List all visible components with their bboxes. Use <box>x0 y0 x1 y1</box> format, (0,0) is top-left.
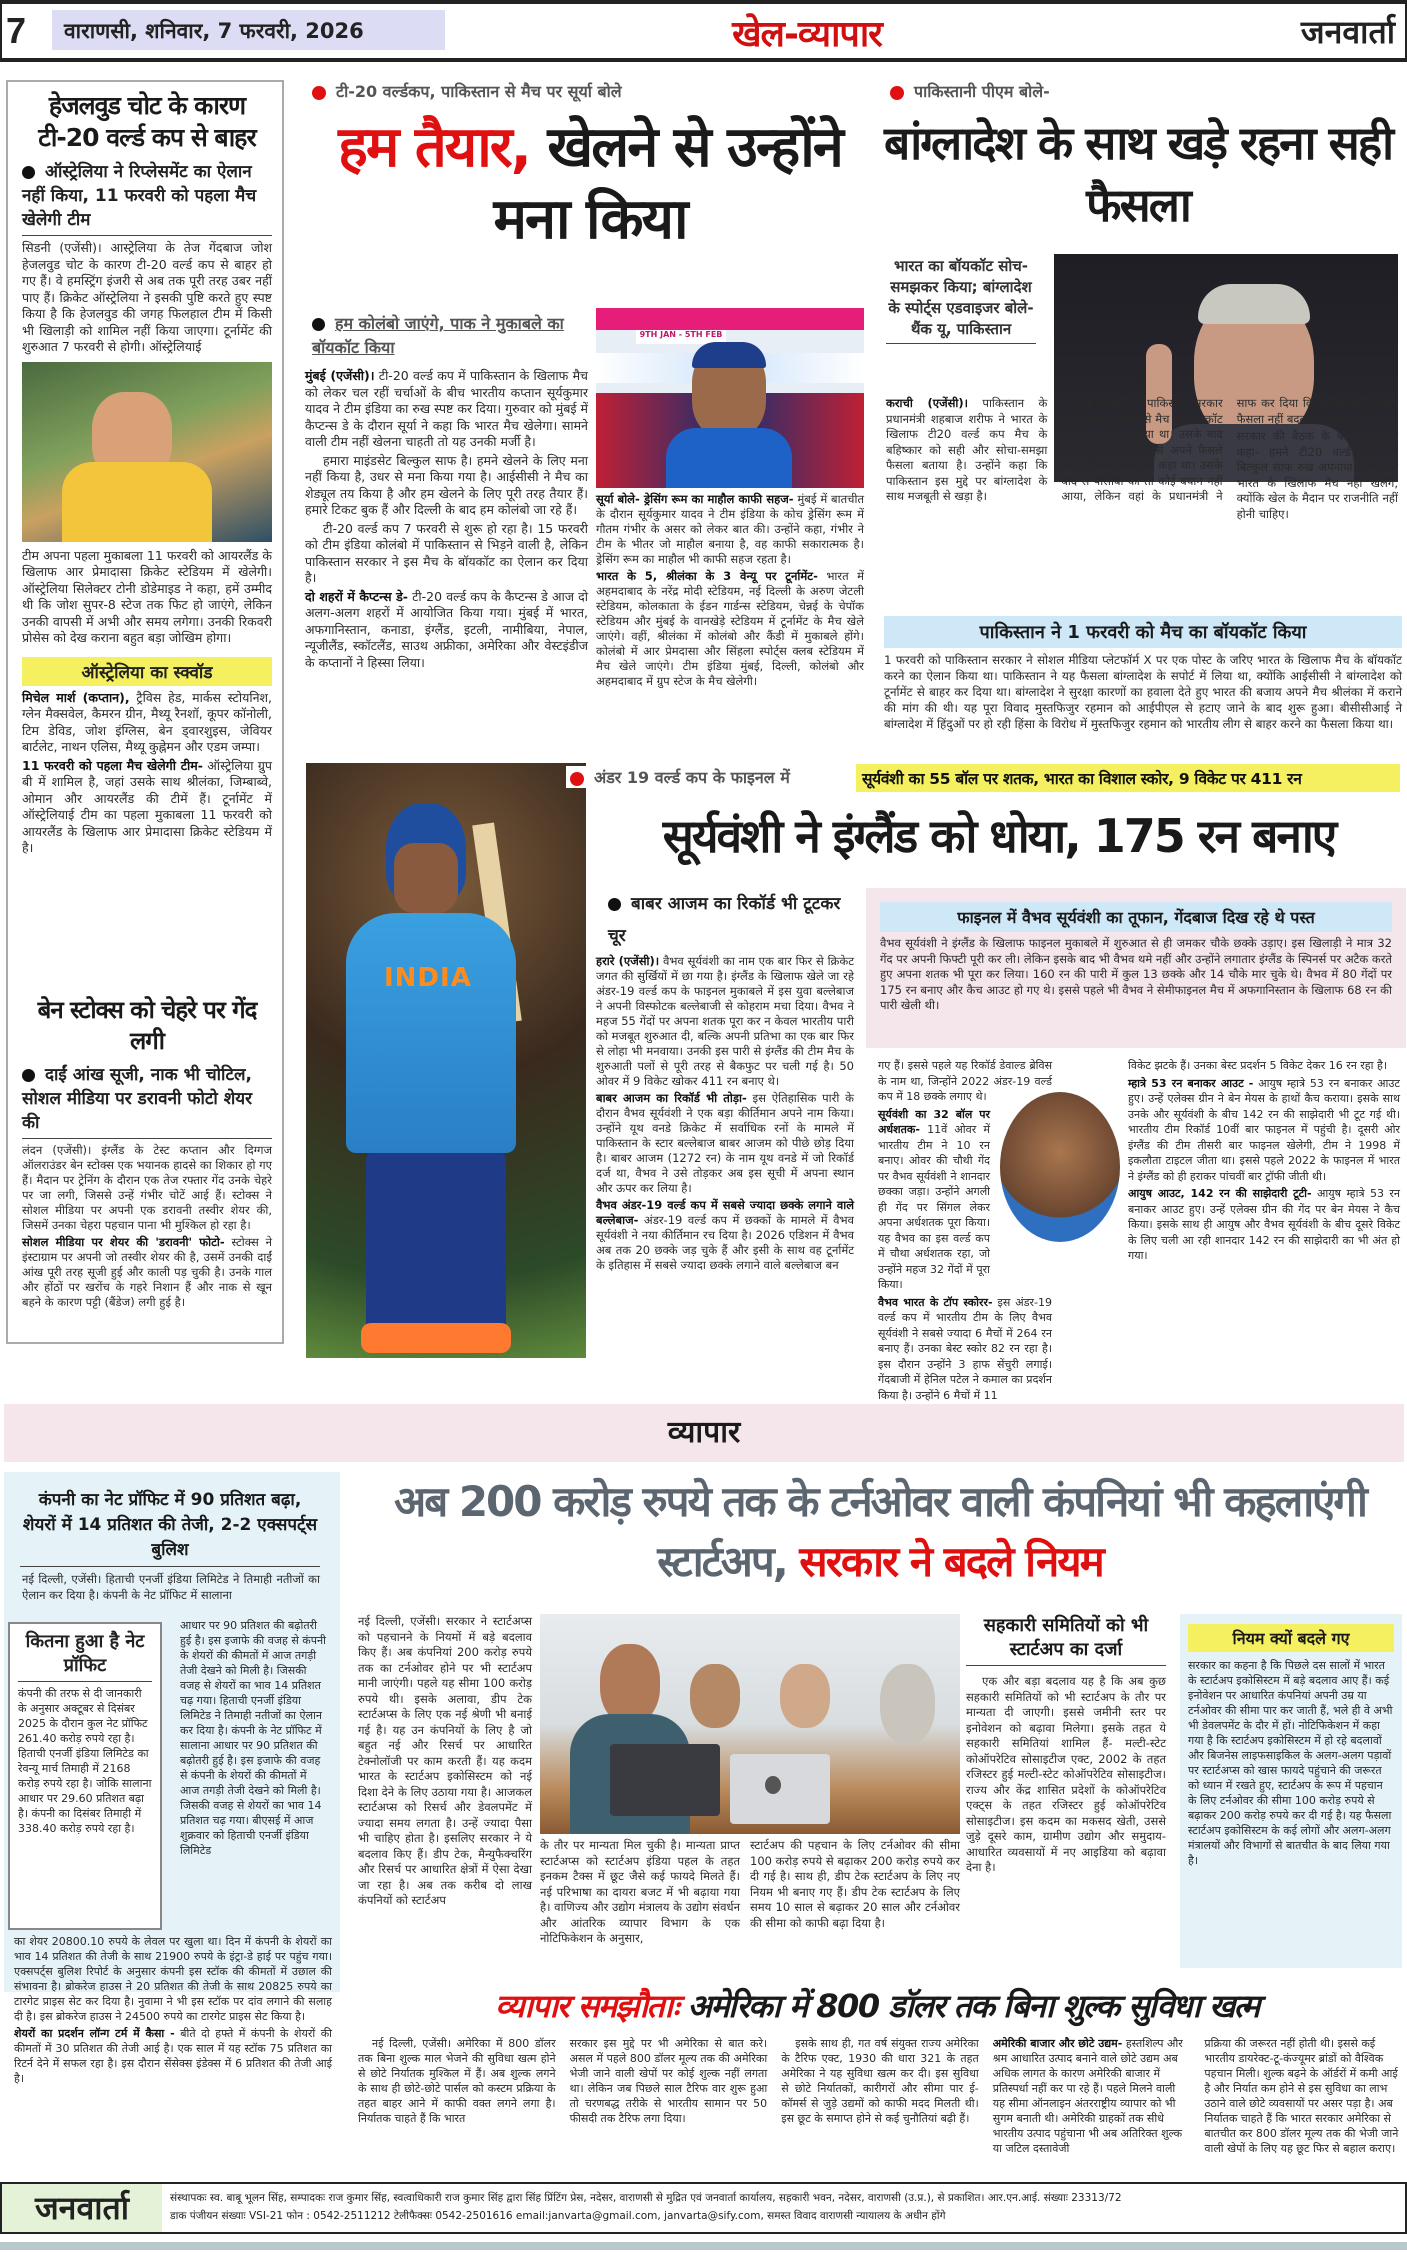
startup-headline: अब 200 करोड़ रुपये तक के टर्नओवर वाली कंपनियां भी कहलाएंगी स्टार्टअप, सरकार ने बदले नियम <box>394 1477 1366 1586</box>
imprint-footer <box>0 2182 1407 2234</box>
hazlewood-photo <box>22 362 272 542</box>
bullet-icon <box>608 898 621 911</box>
red-bullet-icon <box>570 772 584 786</box>
hitachi-intro: नई दिल्ली, एजेंसी। हिताची एनर्जी इंडिया लिमिटेड ने तिमाही नतीजों का ऐलान कर दिया है। कंपनी के नेट प्रॉफिट में सालाना <box>22 1572 320 1602</box>
section-title: खेल-व्यापार <box>732 14 882 55</box>
squad-match: 11 फरवरी को पहला मैच खेलेगी टीम- ऑस्ट्रेलिया ग्रुप बी में शामिल है, जहां उसके साथ श्रीलंका, जिम्बाब्वे, ओमान और आयरलैंड की टीमें हैं। टूर्नामेंट में ऑस्ट्रेलियाई टीम का पहला मुकाबला 11 फरवरी को आयरलैंड के खिलाफ आर प्रेमादासा क्रिकेट स्टेडियम में है। <box>22 757 272 855</box>
squad-box-title: ऑस्ट्रेलिया का स्क्वॉड <box>22 657 272 686</box>
surya-subhead: हम कोलंबो जाएंगे, पाक ने मुकाबले का बॉयकॉट किया <box>312 314 564 357</box>
vaibhav-portrait <box>1000 1092 1120 1242</box>
surya-headline: हम तैयार, खेलने से उन्होंने मना किया <box>338 115 842 252</box>
stokes-body-1: लंदन (एजेंसी)। इंग्लैंड के टेस्ट कप्तान और दिग्गज ऑलराउंडर बेन स्टोक्स एक भयानक हादसे का शिकार हो गए हैं। मैदान पर ट्रेनिंग के दौरान एक तेज रफ्तार गेंद उनके चेहरे पर जा लगी, जिससे उन्हें गंभीर चोटें आई हैं। स्टोक्स ने सोशल मीडिया पर अपनी एक डरावनी तस्वीर शेयर की, जिसमें उनका चेहरा पहचान पाना भी मुश्किल हो रहा है। <box>22 1143 272 1232</box>
hazlewood-subhead: ऑस्ट्रेलिया ने रिप्लेसमेंट का ऐलान नहीं किया, 11 फरवरी को पहला मैच खेलेगी टीम <box>22 160 272 236</box>
vaibhav-suryavanshi-photo <box>306 763 586 1358</box>
print-registration-bar <box>0 2242 1407 2250</box>
apple-logo-icon <box>765 1776 781 1794</box>
surya-kicker: टी-20 वर्ल्डकप, पाकिस्तान से मैच पर सूर्या बोले <box>312 80 622 102</box>
imprint-line-1: संस्थापकः स्व. बाबू भूलन सिंह, सम्पादकः राज कुमार सिंह, स्वत्वाधिकारी राज कुमार सिंह द्वारा सिंह प्रिंटिंग प्रेस, नदेसर, वाराणसी से मुद्रित एवं जनवार्ता कार्यालय, सहकारी भवन, नदेसर, वाराणसी (उ.प्र.), से प्रकाशित। आर.एन.आई. संख्याः 23313/72 <box>170 2192 1122 2204</box>
pak-boycott-box-title: पाकिस्तान ने 1 फरवरी को मैच का बॉयकॉट किया <box>884 616 1402 648</box>
page-number: 7 <box>6 10 27 51</box>
pak-pm-headline: बांग्लादेश के साथ खड़े रहना सही फैसला <box>883 116 1393 232</box>
stokes-headline: बेन स्टोक्स को चेहरे पर गेंद लगी <box>37 996 257 1055</box>
squad-list: मिचेल मार्श (कप्तान), ट्रैविस हेड, मार्कस स्टोयनिश, ग्लेन मैक्सवेल, कैमरन ग्रीन, मैथ्यू रैनशॉ, कूपर कॉनोली, टिम डेविड, जोश इंग्लिस, बेन ड्वारशुइस, जेवियर बार्टलेट, नाथन एलिस, मैथ्यू कुह्नेमन और एडम जम्पा। <box>22 689 272 754</box>
net-profit-box-title: कितना हुआ है नेट प्रॉफिट <box>18 1630 152 1682</box>
stokes-body-2: सोशल मीडिया पर शेयर की 'डरावनी' फोटो- स्टोक्स ने इंस्टाग्राम पर अपनी जो तस्वीर शेयर की है, उसमें उनकी दाईं आंख पूरी तरह सूजी हुई और काली पड़ चुकी है। उनके गाल और होंठों पर खरोंच के गहरे निशान हैं और नाक से खून बहने के कारण पट्टी (बैंडेज) लगी हुई है। <box>22 1235 272 1309</box>
vaibhav-final-box: फाइनल में वैभव सूर्यवंशी का तूफान, गेंदबाज दिख रहे थे पस्त वैभव सूर्यवंशी ने इंग्लैंड के खिलाफ फाइनल मुकाबले में शुरुआत से ही जमकर चौके छक्के उड़ाए। इस खिलाड़ी ने मात्र 32 गेंद पर अपनी फिफ्टी पूरी कर ली। लेकिन इसके बाद भी वैभव थमे नहीं और उन्होंने लगातार इंग्लैंड के स्पिनर्स पर अटैक करते हुए अपना शतक भी पूरा कर लिया। 160 रन की पारी में कुल 13 छक्के और 14 चौके मार चुके थे। वैभव में 80 गेंदों पर 175 रन बनाए और कैच आउट हो गए थे। इससे पहले भी वैभव ने सेमीफाइनल मैच में अफगानिस्तान के खिलाफ 68 रन की पारी खेली थी। <box>866 888 1406 1048</box>
coop-headline: सहकारी समितियों को भी स्टार्टअप का दर्जा <box>966 1614 1166 1666</box>
bullet-icon <box>22 166 35 179</box>
stokes-article <box>22 995 272 1312</box>
coop-article: सहकारी समितियों को भी स्टार्टअप का दर्जा एक और बड़ा बदलाव यह है कि अब कुछ सहकारी समितियों को भी स्टार्टअप के तौर पर मान्यता दी जाएगी। इससे जमीनी स्तर पर इनोवेशन को बढ़ावा मिलेगा। इसके तहत ये सहकारी समितियां शामिल हैं- मल्टी-स्टेट कोऑपरेटिव सोसाइटीज एक्ट, 2002 के तहत रजिस्टर हुई मल्टी-स्टेट कोऑपरेटिव सोसाइटीज। राज्य और केंद्र शासित प्रदेशों के कोऑपरेटिव एक्ट्स के तहत रजिस्टर हुई कोऑपरेटिव सोसाइटीज। इस कदम का मकसद खेती, उससे जुड़े दूसरे काम, ग्रामीण उद्योग और समुदाय-आधारित व्यवसायों में नए आइडिया को बढ़ावा देना है। <box>966 1615 1166 1874</box>
rules-box-title: नियम क्यों बदले गए <box>1188 1624 1394 1652</box>
pak-pm-subhead: भारत का बॉयकॉट सोच-समझकर किया; बांग्लादेश के स्पोर्ट्स एडवाइजर बोले- थैंक यू, पाकिस्तान <box>886 256 1036 344</box>
hitachi-tail: का शेयर 20800.10 रुपये के लेवल पर खुला था। दिन में कंपनी के शेयरों का भाव 14 प्रतिशत की तेजी के साथ 21900 रुपये के इंट्रा-डे हाई पर पहुंच गया। एक्सपर्ट्स बुलिश रिपोर्ट के अनुसार कंपनी इस स्टॉक की कीमतों में उछाल की संभावना है। ब्रोकरेज हाउस ने 20 प्रतिशत की तेजी के साथ 20825 रुपये का टारगेट प्राइस सेट कर दिया है। नुवामा ने भी इस स्टॉक पर दांव लगाने की सलाह दी है। इस ब्रोकरेज हाउस ने 24500 रुपये का टारगेट प्राइस सेट किया है। शेयरों का प्रदर्शन लॉन्ग टर्म में कैसा - बीते दो हफ्ते में कंपनी के शेयरों की कीमतों में 30 प्रतिशत की तेजी आई है। एक साल में यह स्टॉक 75 प्रतिशत का रिटर्न देने में सफल रहा है। इस दौरान सेंसेक्स इंडेक्स में 6 प्रतिशत की तेजी आई है। <box>14 1935 332 2085</box>
masthead <box>0 0 1407 62</box>
vaibhav-final-box-title: फाइनल में वैभव सूर्यवंशी का तूफान, गेंदबाज दिख रहे थे पस्त <box>880 902 1392 932</box>
hazlewood-article <box>22 90 272 859</box>
vyapar-section-band <box>4 1404 1404 1462</box>
startup-col3: स्टार्टअप की पहचान के लिए टर्नओवर की सीमा 100 करोड़ रुपये से बढ़ाकर 200 करोड़ रुपये कर दी गई है। साथ ही, डीप टेक स्टार्टअप के लिए नए नियम भी बनाए गए हैं। डीप टेक स्टार्टअप के लिए समय 10 साल से बढ़ाकर 20 साल और टर्नओवर की सीमा को काफी बढ़ा दिया है। <box>750 1838 960 1930</box>
footer-logo: जनवार्ता <box>2 2184 162 2232</box>
stokes-subhead: दाईं आंख सूजी, नाक भी चोटिल, सोशल मीडिया पर डरावनी फोटो शेयर की <box>22 1063 272 1139</box>
hitachi-headline: कंपनी का नेट प्रॉफिट में 90 प्रतिशत बढ़ा, शेयरों में 14 प्रतिशत की तेजी, 2-2 एक्सपर्ट्स बुलिश <box>20 1488 320 1567</box>
dateline: वाराणसी, शनिवार, 7 फरवरी, 2026 <box>52 10 445 50</box>
hitachi-col2: आधार पर 90 प्रतिशत की बढ़ोतरी हुई है। इस इजाफे की वजह से कंपनी के शेयरों की कीमतों में आज तगड़ी तेजी देखने को मिली है। जिसकी वजह से शेयरों का भाव 14 प्रतिशत चढ़ गया। हिताची एनर्जी इंडिया लिमिटेड ने तिमाही नतीजों का ऐलान कर दिया है। कंपनी के नेट प्रॉफिट में सालाना आधार पर 90 प्रतिशत की बढ़ोतरी हुई है। इस इजाफे की वजह से कंपनी के शेयरों की कीमतों में आज तगड़ी तेजी देखने को मिली है। जिसकी वजह से शेयरों का भाव 14 प्रतिशत चढ़ गया। बीएसई में आज शुक्रवार को हिताची एनर्जी इंडिया लिमिटेड <box>180 1619 326 1857</box>
trade-headline: व्यापार समझौताः अमेरिका में 800 डॉलर तक बिना शुल्क सुविधा खत्म <box>495 1987 1259 2025</box>
pak-pm-body: कराची (एजेंसी)। पाकिस्तान के प्रधानमंत्री शहबाज शरीफ ने भारत के खिलाफ टी20 वर्ल्ड कप मैच के बहिष्कार को सही और सोचा-समझा फैसला बताया है। उन्होंने कहा कि पाकिस्तान इस मुद्दे पर बांग्लादेश के साथ मजबूती से खड़ा है। एक फरवरी को पाकिस्तान सरकार ने X पोस्ट में भारत से मैच का बॉयकॉट करने का ऐलान किया था। उसके बाद आईसीसी ने पीसीबी से अपने फैसले पर पुनर्विचार करने को कहा था। उसके बाद से पीसीबी का तो कोई बयान नहीं आया, लेकिन वहां के प्रधानमंत्री ने साफ कर दिया कि पाकिस्तानी सरकार फैसला नहीं बदलने वाली है। सरकार की बैठक के बाद शरीफ ने कहा- हमने टी20 वर्ल्ड कप पर बिल्कुल साफ रुख अपनाया है कि हम भारत के खिलाफ मैच नहीं खेलेंगे, क्योंकि खेल के मैदान पर राजनीति नहीं होनी चाहिए। <box>886 396 1398 521</box>
imprint-line-2: डाक पंजीयन संख्याः VSI-21 फोन : 0542-2511212 टेलीफैक्सः 0542-2501616 email:janvarta@gmail.com, janvarta@sify.com, समस्त विवाद वाराणसी न्यायालय के अधीन होंगे <box>170 2210 946 2222</box>
hazlewood-headline: हेजलवुड चोट के कारण टी-20 वर्ल्ड कप से बाहर <box>38 91 256 152</box>
u19-subhead: बाबर आजम का रिकॉर्ड भी टूटकर चूर <box>608 894 841 946</box>
u19-col4: विकेट झटके हैं। उनका बेस्ट प्रदर्शन 5 विकेट देकर 16 रन रहा है। म्हात्रे 53 रन बनाकर आउट - आयुष म्हात्रे 53 रन बनाकर आउट हुए। उन्हें एलेक्स ग्रीन ने बेन मेयस के हाथों कैच कराया। इसके साथ उनके और सूर्यवंशी के बीच 142 रन की साझेदारी भी टूट गई थी। भारतीय टीम रिकॉर्ड 10वीं बार फाइनल में पहुंची है। दूसरी ओर इंग्लैंड की टीम तीसरी बार फाइनल खेलेगी, टीम ने 1998 में इकलौता टाइटल जीता था। इससे पहले 2022 के फाइनल में भारत ने इंग्लैंड को ही हराकर पांचवीं बार ट्रॉफी जीती थी। आयुष आउट, 142 रन की साझेदारी टूटी- आयुष म्हात्रे 53 रन बनाकर आउट हुए। उन्हें एलेक्स ग्रीन की गेंद पर बेन मेयस ने कैच किया। इसके साथ ही आयुष और वैभव सूर्यवंशी के बीच दूसरे विकेट के लिए चली आ रही शानदार 142 रन की साझेदारी का भी अंत हो गया। <box>1128 1059 1400 1262</box>
net-profit-box: कितना हुआ है नेट प्रॉफिट कंपनी की तरफ से दी जानकारी के अनुसार अक्टूबर से दिसंबर 2025 के दौरान कुल नेट प्रॉफिट 261.40 करोड़ रुपये रहा है। हिताची एनर्जी इंडिया लिमिटेड का रेवन्यू मार्च तिमाही में 2168 करोड़ रुपये रहा है। जोकि सालाना आधार पर 29.60 प्रतिशत बढ़ा है। कंपनी का दिसंबर तिमाही में 338.40 करोड़ रुपये रहा है। <box>8 1622 162 1930</box>
surya-caption: सूर्या बोले- ड्रेसिंग रूम का माहौल काफी सहज- मुंबई में बातचीत के दौरान सूर्यकुमार यादव ने टीम इंडिया के कोच ड्रेसिंग रूम में गौतम गंभीर के असर को लेकर बात की। उन्होंने कहा, गंभीर ने टीम के भीतर जो माहौल बनाया है, वह काफी सकारात्मक है। ड्रेसिंग रूम का माहौल भी काफी सहज रहता है। भारत के 5, श्रीलंका के 3 वेन्यू पर टूर्नामेंट- भारत में अहमदाबाद के नरेंद्र मोदी स्टेडियम, नई दिल्ली के अरुण जेटली स्टेडियम, कोलकाता के ईडन गार्डन्स स्टेडियम, चेन्नई के चेपॉक स्टेडियम और मुंबई के वानखेड़े स्टेडियम में टूर्नामेंट के मैच खेले जाएंगे। वहीं, श्रीलंका में कोलंबो और कैंडी में मुकाबले होंगे। कोलंबो में आर प्रेमदासा और सिंहला स्पोर्ट्स क्लब स्टेडियम में मैच खेले जाएंगे। टीम इंडिया मुंबई, दिल्ली, कोलंबो और अहमदाबाद में ग्रुप स्टेज के मैच खेलेगी। <box>596 492 864 688</box>
hazlewood-body-2: टीम अपना पहला मुकाबला 11 फरवरी को आयरलैंड के खिलाफ आर प्रेमादासा क्रिकेट स्टेडियम में खेलेगी। ऑस्ट्रेलिया सिलेक्टर टोनी डोडेमाइड ने कहा, हमें उम्मीद थी कि जोश सुपर-8 स्टेज तक फिट हो जाएंगे, लेकिन उनकी वापसी में अभी और समय लगेगा। उनकी रिकवरी प्रोसेस को देख कराना बहुत बड़ा जोखिम होगा। <box>22 547 272 645</box>
red-bullet-icon <box>890 86 904 100</box>
startup-col1: नई दिल्ली, एजेंसी। सरकार ने स्टार्टअप्स को पहचानने के नियमों में बड़े बदलाव किए हैं। अब कंपनियां 200 करोड़ रुपये तक का टर्नओवर होने पर भी स्टार्टअप मानी जाएंगी। पहले यह सीमा 100 करोड़ रुपये थी। इसके अलावा, डीप टेक स्टार्टअप्स के लिए एक नई श्रेणी भी बनाई गई है। यह उन कंपनियों के लिए है जो बहुत नई और रिसर्च पर आधारित टेक्नोलॉजी पर काम करती हैं। यह कदम भारत के स्टार्टअप इकोसिस्टम को नई दिशा देने के लिए उठाया गया है। आजकल स्टार्टअप्स को रिसर्च और डेवलपमेंट में ज्यादा समय लगता है। उन्हें ज्यादा पैसा भी चाहिए होता है। इसलिए सरकार ने ये बदलाव किए हैं। डीप टेक, मैन्युफैक्चरिंग और रिसर्च पर आधारित क्षेत्रों में ऐसा देखा जा रहा है। अब तक करीब दो लाख कंपनियों को स्टार्टअप <box>358 1614 532 1907</box>
paper-name: जनवार्ता <box>1300 13 1395 51</box>
startup-col2: के तौर पर मान्यता मिल चुकी है। मान्यता प्राप्त स्टार्टअप्स को स्टार्टअप इंडिया पहल के तहत इनकम टैक्स में छूट जैसे कई फायदे मिलते हैं। नई परिभाषा का दायरा बजट में भी बढ़ाया गया है। वाणिज्य और उद्योग मंत्रालय के उद्योग संवर्धन और आंतरिक व्यापार विभाग के एक नोटिफिकेशन के अनुसार, <box>540 1838 740 1945</box>
u19-col3: गए हैं। इससे पहले यह रिकॉर्ड डेवाल्ड ब्रेविस के नाम था, जिन्होंने 2022 अंडर-19 वर्ल्ड कप में 18 छक्के लगाए थे। सूर्यवंशी का 32 बॉल पर अर्धशतक- 11वें ओवर में भारतीय टीम ने 10 रन बनाए। ओवर की चौथी गेंद पर वैभव सूर्यवंशी ने शानदार छक्का जड़ा। उन्होंने अगली ही गेंद पर सिंगल लेकर अपना अर्धशतक पूरा किया। यह वैभव का इस वर्ल्ड कप में चौथा अर्धशतक रहा, जो उन्होंने महज 32 गेंदों में पूरा किया। वैभव भारत के टॉप स्कोरर- इस अंडर-19 वर्ल्ड कप में भारतीय टीम के लिए वैभव सूर्यवंशी ने सबसे ज्यादा 6 मैचों में 264 रन बनाए हैं। उनका बेस्ट स्कोर 82 रन रहा है। इस दौरान उन्होंने 3 हाफ सेंचुरी लगाई। गेंदबाजी में हेनिल पटेल ने कमाल का प्रदर्शन किया है। उन्होंने 6 मैचों में 11 <box>878 1059 1052 1402</box>
suryakumar-press-photo <box>596 308 864 488</box>
bullet-icon <box>312 318 325 331</box>
bullet-icon <box>22 1069 35 1082</box>
surya-body: मुंबई (एजेंसी)। टी-20 वर्ल्ड कप में पाकिस्तान के खिलाफ मैच को लेकर चल रहीं चर्चाओं के बीच भारतीय कप्तान सूर्यकुमार यादव ने टीम इंडिया का रुख स्पष्ट कर दिया। गुरुवार को मुंबई में कैप्टन्स डे के दौरान सूर्या ने कहा कि भारत मैच खेलेगा। सामने वाली टीम नहीं खेलना चाहती तो यह उनकी मर्जी है। हमारा माइंडसेट बिल्कुल साफ है। हमने खेलने के लिए मना नहीं किया है, उधर से मना किया गया है। आईसीसी ने मैच का शेड्यूल तय किया है और हम खेलने के लिए पूरी तरह तैयार हैं। हमारे टिकट बुक हैं और दिल्ली के बाद हम कोलंबो जा रहे हैं। टी-20 वर्ल्ड कप 7 फरवरी से शुरू हो रहा है। 15 फरवरी को टीम इंडिया कोलंबो में पाकिस्तान से भिड़ने वाली है, लेकिन पाकिस्तान सरकार ने इस मैच के बॉयकॉट का ऐलान कर दिया है। दो शहरों में कैप्टन्स डे- टी-20 वर्ल्ड कप के कैप्टन्स डे आज दो अलग-अलग शहरों में आयोजित किया गया। मुंबई में भारत, अफगानिस्तान, कनाडा, इंग्लैंड, इटली, नामीबिया, नेपाल, न्यूजीलैंड, स्कॉटलैंड, साउथ अफ्रीका, अमेरिका और वेस्टइंडीज के कप्तानों ने हिस्सा लिया। <box>305 368 588 670</box>
pak-pm-kicker: पाकिस्तानी पीएम बोले- <box>890 80 1050 102</box>
u19-headline: सूर्यवंशी ने इंग्लैंड को धोया, 175 रन बनाए <box>662 809 1336 863</box>
u19-body: हरारे (एजेंसी)। वैभव सूर्यवंशी का नाम एक बार फिर से क्रिकेट जगत की सुर्खियों में छा गया है। इंग्लैंड के खिलाफ खेले जा रहे अंडर-19 वर्ल्ड कप के फाइनल मुकाबले में इस युवा बल्लेबाज ने अपनी विस्फोटक बल्लेबाजी से कोहराम मचा दिया। वैभव ने महज 55 गेंदों पर अपना शतक पूरा कर न केवल भारतीय पारी को मजबूत शुरुआत दी, बल्कि अपनी प्रतिभा का एक बार फिर से लोहा भी मनवाया। उनकी इस पारी से इंग्लैंड की टीम मैच के शुरुआती पलों से पूरी तरह से बैकफुट पर चली गई है। 50 ओवर में 9 विकेट खोकर 411 रन बनाए थे। बाबर आजम का रिकॉर्ड भी तोड़ा- इस ऐतिहासिक पारी के दौरान वैभव सूर्यवंशी ने एक बड़ा कीर्तिमान अपने नाम किया। उन्होंने यूथ वनडे क्रिकेट में सर्वाधिक रनों के मामले में पाकिस्तान के स्टार बल्लेबाज बाबर आजम को पीछे छोड़ दिया है। बाबर आजम (1272 रन) के नाम यूथ वनडे में जो रिकॉर्ड दर्ज था, वैभव ने उसे तोड़कर अब इस सूची में अपना स्थान और ऊपर कर लिया है। वैभव अंडर-19 वर्ल्ड कप में सबसे ज्यादा छक्के लगाने वाले बल्लेबाज- अंडर-19 वर्ल्ड कप में छक्कों के मामले में वैभव सूर्यवंशी ने नया कीर्तिमान रच दिया है। 2026 एडिशन में वैभव अब तक 20 छक्के जड़ चुके हैं और इसी के साथ वह टूर्नामेंट के इतिहास में सबसे ज्यादा छक्के लगाने वाले बल्लेबाज बन <box>596 954 855 1272</box>
u19-kicker: अंडर 19 वर्ल्ड कप के फाइनल में <box>566 766 794 788</box>
banner-dates: 9TH JAN - 5TH FEB <box>636 330 726 344</box>
red-bullet-icon <box>312 86 326 100</box>
pak-boycott-box: पाकिस्तान ने 1 फरवरी को मैच का बॉयकॉट किया 1 फरवरी को पाकिस्तान सरकार ने सोशल मीडिया प्लेटफॉर्म X पर एक पोस्ट के जरिए भारत के खिलाफ मैच के बॉयकॉट करने का ऐलान किया था। पाकिस्तान ने यह फैसला बांग्लादेश के सपोर्ट में लिया था, क्योंकि आईसीसी ने बांग्लादेश को टूर्नामेंट से बाहर कर दिया था। बांग्लादेश ने सुरक्षा कारणों का हवाला देते हुए भारत की बजाय अपने मैच श्रीलंका में कराने की मांग की थी। यह पूरा विवाद मुस्तफिजुर रहमान को आईपीएल से हटाए जाने के बाद शुरू हुआ। बीसीसीआई ने बांग्लादेश में हिंदुओं पर हो रही हिंसा के विरोध में मुस्तफिजुर रहमान को भारतीय लीग से बाहर करने का फैसला किया था। <box>884 616 1402 734</box>
rules-box: नियम क्यों बदले गए सरकार का कहना है कि पिछले दस सालों में भारत के स्टार्टअप इकोसिस्टम में बड़े बदलाव आए हैं। कई इनोवेशन पर आधारित कंपनियां अपनी उम्र या टर्नओवर की सीमा पार कर जाती हैं, भले ही वे अभी भी डेवलपमेंट के दौर में हों। नोटिफिकेशन में कहा गया है कि स्टार्टअप इकोसिस्टम में हो रहे बदलावों और बिजनेस लाइफसाइकिल के अलग-अलग पड़ावों पर स्टार्टअप्स को खास फायदे पहुंचाने की जरूरत को ध्यान में रखते हुए, स्टार्टअप के रूप में पहचान के लिए टर्नओवर की सीमा 100 करोड़ रुपये से बढ़ाकर 200 करोड़ रुपये कर दी गई है। यह फैसला स्टार्टअप इकोसिस्टम के कई लोगों और अलग-अलग मंत्रालयों और विभागों से बातचीत के बाद लिया गया है। <box>1180 1614 1402 1968</box>
startup-team-photo <box>540 1614 960 1834</box>
jersey-text: INDIA <box>384 963 472 993</box>
u19-highlight-strip: सूर्यवंशी का 55 बॉल पर शतक, भारत का विशाल स्कोर, 9 विकेट पर 411 रन <box>856 764 1400 792</box>
hazlewood-body-1: सिडनी (एजेंसी)। आस्ट्रेलिया के तेज गेंदबाज जोश हेजलवुड चोट के कारण टी-20 वर्ल्ड कप से बाहर हो गए हैं। वे हमस्ट्रिंग इंजरी से अब तक पूरी तरह उबर नहीं पाए हैं। क्रिकेट ऑस्ट्रेलिया ने इसकी पुष्टि करते हुए स्पष्ट किया है कि हेजलवुड की जगह फिलहाल टीम में किसी भी खिलाड़ी को शामिल नहीं किया जाएगा। टूर्नामेंट की शुरुआत 7 फरवरी से होगी। ऑस्ट्रेलियाई <box>22 240 272 354</box>
vyapar-section-title: व्यापार <box>667 1415 741 1450</box>
trade-body: नई दिल्ली, एजेंसी। अमेरिका में 800 डॉलर तक बिना शुल्क माल भेजने की सुविधा खत्म होने से छोटे निर्यातक मुश्किल में हैं। अब शुल्क लगने के साथ ही छोटे-छोटे पार्सल को कस्टम प्रक्रिया के तहत बाहर आने में काफी वक्त लगने लगा है। निर्यातक चाहते हैं कि भारत सरकार इस मुद्दे पर भी अमेरिका से बात करे। असल में पहले 800 डॉलर मूल्य तक की अमेरिका भेजी जाने वाली खेपों पर कोई शुल्क नहीं लगता था। लेकिन जब पिछले साल टैरिफ वार शुरू हुआ तो चरणबद्ध तरीके से भारतीय सामान पर 50 फीसदी तक टैरिफ लगा दिया। इसके साथ ही, गत वर्ष संयुक्त राज्य अमेरिका के टैरिफ एक्ट, 1930 की धारा 321 के तहत अमेरिका ने यह सुविधा खत्म कर दी। इस सुविधा से छोटे निर्यातकों, कारीगरों और सीमा पार ई-कॉमर्स से जुड़े उद्यमों को काफी मदद मिलती थी। इस छूट के समाप्त होने से कई चुनौतियां बढ़ी हैं। अमेरिकी बाजार और छोटे उद्यम- हस्तशिल्प और श्रम आधारित उत्पाद बनाने वाले छोटे उद्यम अब अधिक लागत के कारण अमेरिकी बाजार में प्रतिस्पर्धा नहीं कर पा रहे हैं। पहले मिलने वाली यह सीमा ऑनलाइन अंतरराष्ट्रीय व्यापार को भी सुगम बनाती थी। अमेरिकी ग्राहकों तक सीधे भारतीय उत्पाद पहुंचाना भी अब अतिरिक्त शुल्क या जटिल दस्तावेजी प्रक्रिया की जरूरत नहीं होती थी। इससे कई भारतीय डायरेक्ट-टू-कंज्यूमर ब्रांडों को वैश्विक पहचान मिली। शुल्क बढ़ने के ऑर्डरों में कमी आई है और निर्यात कम होने से इस सुविधा का लाभ उठाने वाले छोटे व्यवसायों पर असर पड़ा है। अब निर्यातक चाहते हैं कि भारत सरकार अमेरिका से बातचीत कर 800 डॉलर मूल्य तक की भेजी जाने वाली खेपों के लिए यह छूट फिर से बहाल कराए। <box>358 2037 1399 2155</box>
